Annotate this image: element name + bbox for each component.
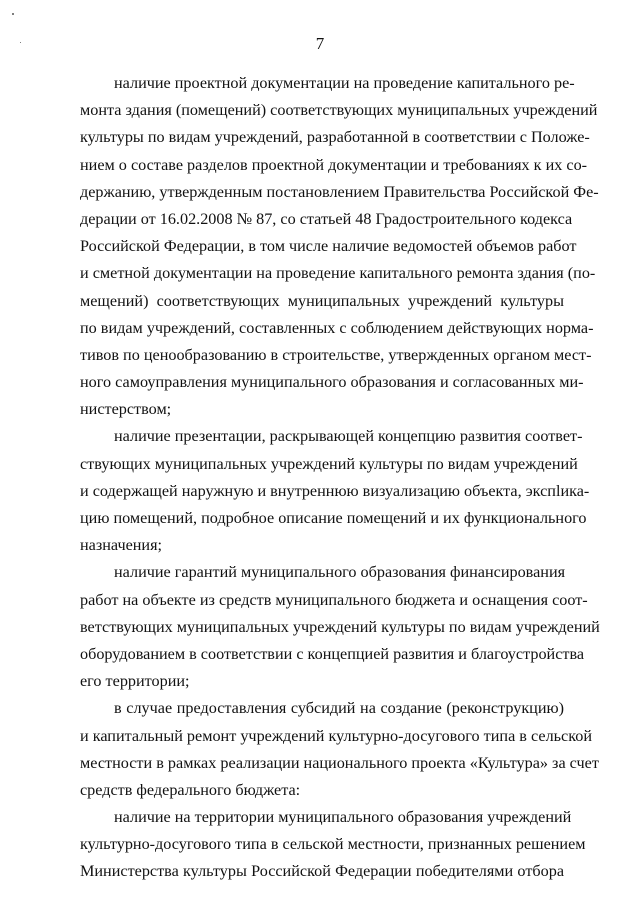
text-line: ствующих муниципальных учреждений культуры по видам учреждений xyxy=(80,454,578,473)
paragraph xyxy=(80,70,599,423)
text-line: ветствующих муниципальных учреждений культуры по видам учреждений xyxy=(80,617,600,636)
text-line: и капитальный ремонт учреждений культурно-досугового типа в сельской xyxy=(80,726,593,745)
text-line: Российской Федерации, в том числе наличие ведомостей объемов работ xyxy=(80,237,577,256)
text-line: наличие проектной документации на проведение капитального ре- xyxy=(114,74,575,92)
text-line: тивов по ценообразованию в строительстве, утвержденных органом мест- xyxy=(80,345,592,364)
paragraph xyxy=(80,559,600,695)
text-line: его территории; xyxy=(80,672,190,691)
text-line: и содержащей наружную и внутреннюю визуализацию объекта, экспlика- xyxy=(80,481,590,500)
text-line: ного самоуправления муниципального образования и согласованных ми- xyxy=(80,373,584,392)
paragraph xyxy=(80,804,586,886)
text-line: культурно-досугового типа в сельской местности, признанных решением xyxy=(80,835,586,854)
text-line: средств федерального бюджета: xyxy=(80,780,301,799)
text-line: в случае предоставления субсидий на создание (реконструкцию) xyxy=(114,699,564,718)
text-line: держанию, утвержденным постановлением Правительства Российской Фе- xyxy=(80,182,599,201)
text-line: и сметной документации на проведение капитального ремонта здания (по- xyxy=(80,264,596,283)
text-line: наличие гарантий муниципального образования финансирования xyxy=(114,563,566,582)
text-line: цию помещений, подробное описание помещений и их функционального xyxy=(80,509,587,527)
text-line: монта здания (помещений) соответствующих муниципальных учреждений xyxy=(80,101,598,120)
body-text xyxy=(80,70,600,886)
page-number: 7 xyxy=(315,34,325,53)
text-line: дерации от 16.02.2008 № 87, со статьей 48 Градостроительного кодекса xyxy=(80,209,573,228)
text-line: местности в рамках реализации национального проекта «Культура» за счет xyxy=(80,753,599,772)
text-line: мещений) соответствующих муниципальных учреждений культуры xyxy=(80,291,564,310)
text-line: наличие презентации, раскрывающей концепцию развития соответ- xyxy=(114,427,583,446)
text-line: нистерством; xyxy=(80,400,172,419)
paragraph xyxy=(80,423,590,559)
text-line: по видам учреждений, составленных с соблюдением действующих норма- xyxy=(80,318,594,337)
text-line: назначения; xyxy=(80,536,163,555)
text-line: нием о составе разделов проектной документации и требованиях к их со- xyxy=(80,155,588,174)
text-line: культуры по видам учреждений, разработанной в соответствии с Положе- xyxy=(80,128,590,147)
text-line: Министерства культуры Российской Федерации победителями отбора xyxy=(80,862,564,881)
scan-speck xyxy=(12,13,14,15)
text-line: оборудованием в соответствии с концепцией развития и благоустройства xyxy=(80,644,585,663)
text-line: наличие на территории муниципального образования учреждений xyxy=(114,808,572,827)
text-line: работ на объекте из средств муниципального бюджета и оснащения соот- xyxy=(80,590,588,609)
paragraph xyxy=(80,695,599,804)
